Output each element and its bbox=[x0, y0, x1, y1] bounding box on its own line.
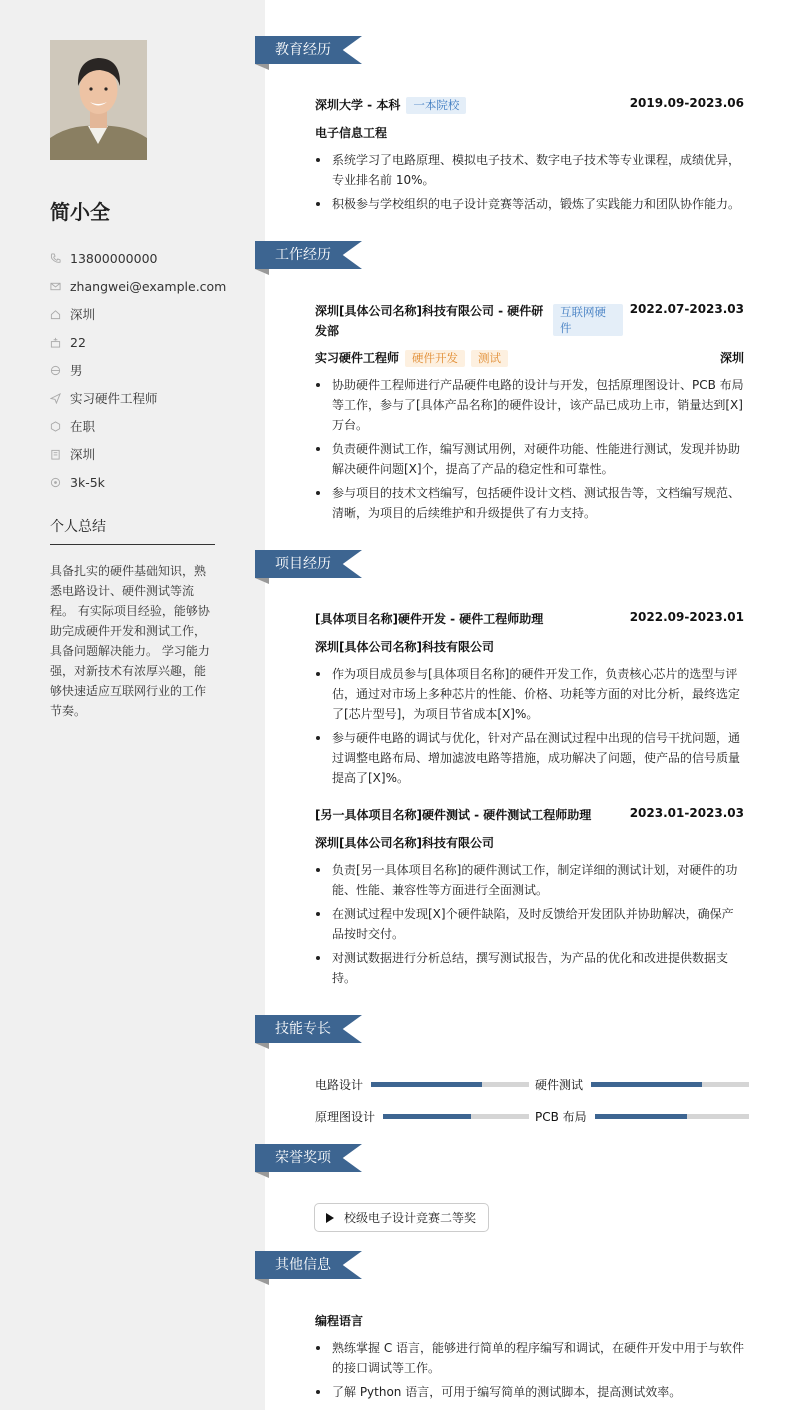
section-title: 教育经历 bbox=[275, 42, 331, 58]
skill-bar-fill bbox=[383, 1114, 471, 1119]
skill-name: PCB 布局 bbox=[535, 1110, 587, 1124]
role-title: 实习硬件工程师 bbox=[315, 351, 400, 365]
gender-icon bbox=[50, 365, 61, 376]
skill-bar bbox=[383, 1114, 529, 1119]
section-banner-projects bbox=[255, 550, 362, 578]
work-role-row bbox=[315, 349, 744, 367]
skill-item bbox=[535, 1108, 749, 1125]
project-period: 2022.09-2023.01 bbox=[629, 610, 744, 624]
sidebar bbox=[0, 0, 265, 1410]
contact-text: 深圳 bbox=[70, 307, 96, 322]
contact-item bbox=[50, 468, 226, 496]
contact-item bbox=[50, 244, 226, 272]
contact-text: 实习硬件工程师 bbox=[70, 391, 158, 406]
work-header bbox=[315, 301, 744, 341]
section-title: 工作经历 bbox=[275, 247, 331, 263]
award-item[interactable] bbox=[314, 1203, 489, 1232]
other-subtitle: 编程语言 bbox=[315, 1314, 364, 1328]
avatar-photo bbox=[50, 40, 147, 160]
mail-icon bbox=[50, 281, 61, 292]
contact-item bbox=[50, 356, 226, 384]
education-period: 2019.09-2023.06 bbox=[629, 96, 744, 110]
list-item: 在测试过程中发现[X]个硬件缺陷，及时反馈给开发团队并协助解决，确保产品按时交付。 bbox=[315, 904, 745, 944]
section-title: 荣誉奖项 bbox=[275, 1150, 331, 1166]
project-company: 深圳[具体公司名称]科技有限公司 bbox=[315, 640, 494, 654]
major: 电子信息工程 bbox=[315, 126, 388, 140]
list-item: 积极参与学校组织的电子设计竞赛等活动，锻炼了实践能力和团队协作能力。 bbox=[315, 194, 745, 214]
section-banner-education bbox=[255, 36, 362, 64]
skill-item bbox=[315, 1076, 529, 1093]
list-item: 对测试数据进行分析总结，撰写测试报告，为产品的优化和改进提供数据支持。 bbox=[315, 948, 745, 988]
education-bullets bbox=[315, 150, 745, 218]
contact-text: 在职 bbox=[70, 419, 96, 434]
phone-icon bbox=[50, 253, 61, 264]
list-item: 协助硬件工程师进行产品硬件电路的设计与开发，包括原理图设计、PCB 布局等工作，参与了[具体产品名称]的硬件设计，该产品已成功上市，销量达到[X]万台。 bbox=[315, 375, 745, 435]
skill-name: 电路设计 bbox=[315, 1078, 364, 1092]
project-name: [另一具体项目名称]硬件测试 - 硬件测试工程师助理 bbox=[315, 808, 592, 822]
project-header bbox=[315, 610, 744, 627]
play-triangle-icon bbox=[326, 1213, 334, 1223]
project-company: 深圳[具体公司名称]科技有限公司 bbox=[315, 836, 494, 850]
work-period: 2022.07-2023.03 bbox=[629, 302, 744, 316]
contact-text: 深圳 bbox=[70, 447, 96, 462]
skill-bar-fill bbox=[371, 1082, 482, 1087]
list-item: 参与硬件电路的调试与优化，针对产品在测试过程中出现的信号干扰问题，通过调整电路布局、增加滤波电路等措施，成功解决了问题，使产品的信号质量提高了[X]%。 bbox=[315, 728, 745, 788]
candidate-name: 简小全 bbox=[50, 200, 110, 224]
contact-item bbox=[50, 328, 226, 356]
project-bullets bbox=[315, 664, 745, 792]
skill-bar bbox=[591, 1082, 749, 1087]
company-tag: 互联网硬件 bbox=[553, 304, 623, 336]
section-title: 其他信息 bbox=[275, 1257, 331, 1273]
summary-text: 具备扎实的硬件基础知识，熟悉电路设计、硬件测试等流程。 有实际项目经验，能够协助完成硬件开发和测试工作，具备问题解决能力。 学习能力强，对新技术有浓厚兴趣，能够快速适应互联网行业的工作节奏。 bbox=[50, 564, 210, 718]
work-bullets bbox=[315, 375, 745, 527]
portrait-illustration bbox=[50, 40, 147, 160]
contact-item bbox=[50, 384, 226, 412]
list-item: 了解 Python 语言，可用于编写简单的测试脚本，提高测试效率。 bbox=[315, 1382, 745, 1402]
section-banner-other bbox=[255, 1251, 362, 1279]
section-banner-skills bbox=[255, 1015, 362, 1043]
skill-bar bbox=[595, 1114, 749, 1119]
section-banner-work bbox=[255, 241, 362, 269]
contact-info-list bbox=[50, 244, 226, 496]
skill-name: 原理图设计 bbox=[315, 1110, 376, 1124]
section-banner-awards bbox=[255, 1144, 362, 1172]
skill-item bbox=[535, 1076, 749, 1093]
company-name: 深圳[具体公司名称]科技有限公司 - 硬件研发部 bbox=[315, 304, 544, 338]
project-bullets bbox=[315, 860, 745, 992]
project-period: 2023.01-2023.03 bbox=[629, 806, 744, 820]
school-name: 深圳大学 - 本科 bbox=[315, 98, 401, 112]
other-bullets bbox=[315, 1338, 745, 1406]
section-title: 技能专长 bbox=[275, 1021, 331, 1037]
contact-text: 13800000000 bbox=[70, 250, 158, 266]
contact-item bbox=[50, 412, 226, 440]
age-icon bbox=[50, 337, 61, 348]
contact-item bbox=[50, 300, 226, 328]
contact-text: 3k-5k bbox=[70, 474, 105, 490]
work-location: 深圳 bbox=[719, 351, 744, 365]
education-header bbox=[315, 96, 744, 114]
role-tag: 测试 bbox=[471, 350, 508, 367]
list-item: 系统学习了电路原理、模拟电子技术、数字电子技术等专业课程，成绩优异，专业排名前 10%。 bbox=[315, 150, 745, 190]
list-item: 负责[另一具体项目名称]的硬件测试工作，制定详细的测试计划，对硬件的功能、性能、兼容性等方面进行全面测试。 bbox=[315, 860, 745, 900]
skill-bar bbox=[371, 1082, 529, 1087]
send-icon bbox=[50, 393, 61, 404]
role-tag: 硬件开发 bbox=[405, 350, 465, 367]
award-label: 校级电子设计竞赛二等奖 bbox=[344, 1211, 477, 1225]
project-header bbox=[315, 806, 744, 823]
summary-heading: 个人总结 bbox=[50, 516, 215, 545]
skill-item bbox=[315, 1108, 529, 1125]
school-tag: 一本院校 bbox=[406, 97, 466, 114]
skill-bar-fill bbox=[595, 1114, 687, 1119]
contact-text: 男 bbox=[70, 363, 83, 378]
building-icon bbox=[50, 449, 61, 460]
home-icon bbox=[50, 309, 61, 320]
list-item: 负责硬件测试工作，编写测试用例，对硬件功能、性能进行测试，发现并协助解决硬件问题[X]个，提高了产品的稳定性和可靠性。 bbox=[315, 439, 745, 479]
list-item: 熟练掌握 C 语言，能够进行简单的程序编写和调试，在硬件开发中用于与软件的接口调试等工作。 bbox=[315, 1338, 745, 1378]
list-item: 参与项目的技术文档编写，包括硬件设计文档、测试报告等，文档编写规范、清晰，为项目的后续维护和升级提供了有力支持。 bbox=[315, 483, 745, 523]
section-title: 项目经历 bbox=[275, 556, 331, 572]
project-name: [具体项目名称]硬件开发 - 硬件工程师助理 bbox=[315, 612, 544, 626]
status-icon bbox=[50, 421, 61, 432]
list-item: 作为项目成员参与[具体项目名称]的硬件开发工作，负责核心芯片的选型与评估，通过对市场上多种芯片的性能、价格、功耗等方面的对比分析，最终选定了[芯片型号]，为项目节省成本[X]%。 bbox=[315, 664, 745, 724]
contact-item bbox=[50, 440, 226, 468]
contact-item bbox=[50, 272, 226, 300]
salary-icon bbox=[50, 477, 61, 488]
contact-text: zhangwei@example.com bbox=[70, 278, 227, 294]
contact-text: 22 bbox=[70, 334, 86, 350]
skill-name: 硬件测试 bbox=[535, 1078, 584, 1092]
skill-bar-fill bbox=[591, 1082, 702, 1087]
